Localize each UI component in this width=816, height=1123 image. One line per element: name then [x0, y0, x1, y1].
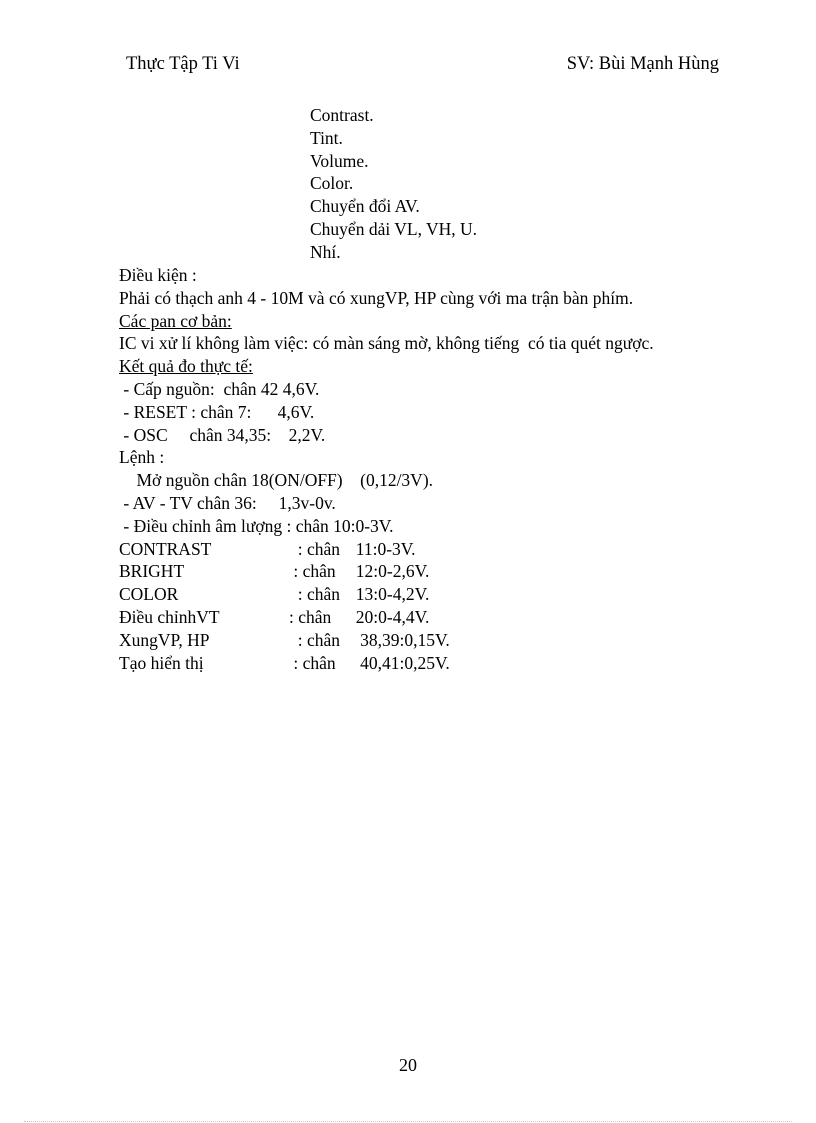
page-number: 20	[399, 1055, 417, 1075]
ket-qua-heading: Kết quả đo thực tế:	[119, 356, 253, 377]
lenh-heading: Lệnh :	[119, 447, 165, 468]
pin-label: BRIGHT	[119, 561, 185, 582]
pin-label: CONTRAST	[119, 538, 212, 559]
menu-item: Chuyển dải VL, VH, U.	[310, 218, 478, 239]
menu-item: Tint.	[310, 127, 343, 148]
lenh-item: - Điều chỉnh âm lượng : chân 10:0-3V.	[119, 515, 394, 536]
pan-heading: Các pan cơ bản:	[119, 310, 232, 331]
menu-item: Volume.	[310, 150, 369, 171]
pin-value: 12:0-2,6V.	[347, 561, 430, 582]
page-bottom-divider	[24, 1121, 792, 1122]
pin-value: 13:0-4,2V.	[347, 584, 430, 605]
dieu-kien-heading: Điều kiện :	[119, 265, 197, 285]
header-title: Thực Tập Ti Vi	[126, 54, 240, 74]
lenh-item: - AV - TV chân 36: 1,3v-0v.	[119, 492, 336, 513]
pin-label: XungVP, HP	[119, 629, 210, 650]
pin-value: 11:0-3V.	[347, 538, 416, 559]
pin-label: Điều chỉnhVT	[119, 606, 220, 627]
pin-colon: : chân	[289, 652, 336, 673]
pin-value: 38,39:0,15V.	[347, 629, 450, 650]
pin-row	[119, 538, 759, 561]
menu-items-list	[310, 104, 477, 264]
pin-row	[119, 583, 759, 606]
dieu-kien-text: Phải có thạch anh 4 - 10M và có xungVP, HP cùng với ma trận bàn phím.	[119, 287, 634, 308]
ket-qua-item: - RESET : chân 7: 4,6V.	[119, 401, 315, 422]
pin-colon: : chân	[289, 538, 341, 559]
menu-item: Nhí.	[310, 241, 341, 262]
pin-row	[119, 652, 759, 675]
pin-colon: : chân	[289, 584, 341, 605]
menu-item: Color.	[310, 173, 354, 194]
pin-colon: : chân	[289, 606, 332, 627]
pin-colon: : chân	[289, 561, 336, 582]
pin-row	[119, 629, 759, 652]
ket-qua-item: - Cấp nguồn: chân 42 4,6V.	[119, 378, 320, 399]
pin-value: 40,41:0,25V.	[347, 652, 450, 673]
lenh-item: Mở nguồn chân 18(ON/OFF) (0,12/3V).	[119, 470, 434, 491]
pin-value: 20:0-4,4V.	[347, 606, 430, 627]
menu-item: Chuyển đổi AV.	[310, 196, 420, 217]
pin-row	[119, 560, 759, 583]
header-author: SV: Bùi Mạnh Hùng	[566, 54, 719, 74]
body-content	[119, 264, 759, 674]
pin-label: COLOR	[119, 584, 179, 605]
pin-row	[119, 606, 759, 629]
pan-text: IC vi xử lí không làm việc: có màn sáng mờ, không tiếng có tia quét ngược.	[119, 333, 654, 354]
pin-colon: : chân	[289, 629, 341, 650]
pin-label: Tạo hiển thị	[119, 652, 204, 673]
ket-qua-item: - OSC chân 34,35: 2,2V.	[119, 424, 326, 445]
menu-item: Contrast.	[310, 105, 374, 125]
